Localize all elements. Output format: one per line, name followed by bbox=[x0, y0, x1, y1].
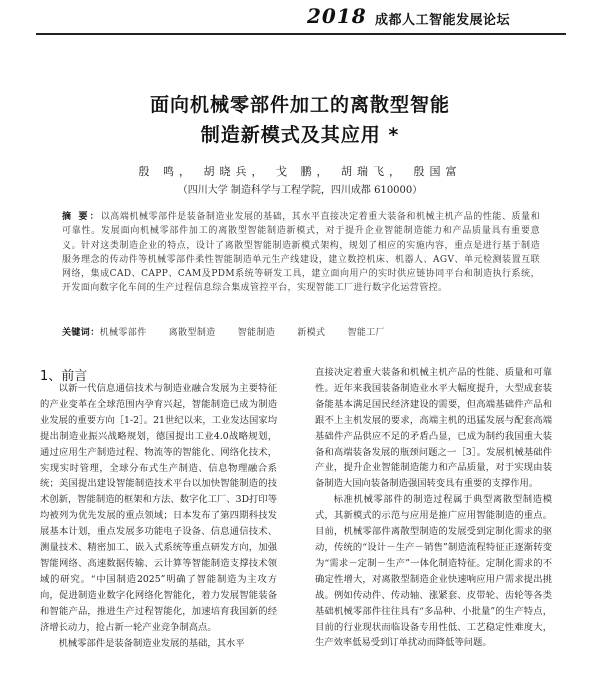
body-paragraph: 以新一代信息通信技术与制造业融合发展为主要特征的产业变革在全球范围内孕育兴起，智能制造已成为制造业发展的重要方向［1-2］。21世纪以来，工业发达国家均提出制造业振兴战略规划，德国提出工业4.0战略规划，通过应用生产制造过程、物流等的智能化、网络化技术，实现实时管理，全球分布式生产制造、信息物理融合系统；美国提出建设智能制造技术平台以加快智能制造的技术创新，智能制造的框架和方法、数字化工厂、3D打印等均被列为优先发展的重点领域；日本发布了第四期科技发展基本计划，重点发展多功能电子设备、信息通信技术、测量技术、精密加工、嵌入式系统等重点研发方向，加强智能网络、高速数据传输、云计算等智能制造支撑技术领域的研究。“中国制造2025”明确了智能制造为主攻方向，促进制造业数字化网络化智能化，着力发展智能装备和智能产品，推进生产过程智能化，加速培育我国新的经济增长动力，抢占新一轮产业竞争制高点。 bbox=[40, 383, 277, 633]
body-paragraph-continued: 直接决定着重大装备和机械主机产品的性能、质量和可靠性。近年来我国装备制造业水平大幅度提升，大型成套装备能基本满足国民经济建设的需要，但高端基础件产品和跟不上主机发展的要求，高端主机的迅猛发展与配套高端基础件产品供应不足的矛盾凸显，已成为制约我国重大装备和高端装备发展的瓶颈问题之一［3］。发展机械基础件产业，提升企业智能制造能力和产品质量，对于实现由装备制造大国向装备制造强国转变具有重要的支撑作用。 bbox=[315, 367, 552, 490]
keywords-label: 关键词： bbox=[62, 328, 100, 338]
keyword: 智能制造 bbox=[237, 328, 276, 338]
paper-title-line2: 制造新模式及其应用 * bbox=[200, 124, 400, 146]
section-heading: 1、前言 bbox=[40, 369, 88, 384]
affiliation: （四川大学 制造科学与工程学院，四川成都 610000） bbox=[177, 185, 423, 196]
left-column bbox=[40, 381, 277, 651]
abstract bbox=[62, 210, 540, 296]
body-paragraph: 标准机械零部件的制造过程属于典型离散型制造模式，其新模式的示范与应用是推广应用智能制造的重点。目前，机械零部件离散型制造的发展受到定制化需求的驱动，传统的“设计－生产－销售”制造流程特征正逐渐转变为“需求－定制－生产”一体化制造特征。定制化需求的不确定性增大，对离散型制造企业快速响应用户需求提出挑战。例如传动件、传动轴、涨紧套、皮带轮、齿轮等各类基础机械零部件往往具有“多品种、小批量”的生产特点，目前的行业现状而临设备专用性低、工艺稳定性难度大，生产效率低易受到订单扰动而降低等问题。 bbox=[315, 494, 552, 649]
authors: 殷 鸣， 胡晓兵， 戈 鹏， 胡瑞飞， 殷国富 bbox=[138, 165, 462, 178]
body-paragraph: 机械零部件是装备制造业发展的基础，其水平 bbox=[58, 637, 245, 649]
keyword: 新模式 bbox=[297, 328, 326, 338]
keyword: 离散型制造 bbox=[168, 328, 216, 338]
header-rule bbox=[36, 33, 566, 35]
abstract-label: 摘 要： bbox=[62, 212, 101, 222]
keyword: 机械零部件 bbox=[99, 328, 147, 338]
paper-title-line1: 面向机械零部件加工的离散型智能 bbox=[149, 94, 450, 116]
right-column bbox=[315, 365, 552, 651]
header-forum-name: 成都人工智能发展论坛 bbox=[375, 13, 511, 28]
header-year: 2018 bbox=[307, 4, 367, 28]
abstract-text: 以高端机械零部件是装备制造业发展的基础，其水平直接决定着重大装备和机械主机产品的性能、质量和可靠性。发展面向机械零部件加工的离散型智能制造新模式，对于提升企业智能制造能力和产品质量具有重要意义。针对这类制造企业的特点，设计了离散型智能制造新模式架构，规划了相应的实施内容，重点是进行基于制造服务理念的传动件等机械零部件柔性智能制造单元生产线建设，建立数控机床、机器人、AGV、单元检测装置互联网络，集成CAD、CAPP、CAM及PDM系统等研发工具，建立面向用户的实时供应链协同平台和制造执行系统，开发面向数字化车间的生产过程信息综合集成管控平台，实现智能工厂进行数字化运营管控。 bbox=[62, 212, 540, 294]
running-header bbox=[0, 0, 600, 34]
keywords bbox=[62, 325, 540, 338]
keyword: 智能工厂 bbox=[347, 328, 386, 338]
